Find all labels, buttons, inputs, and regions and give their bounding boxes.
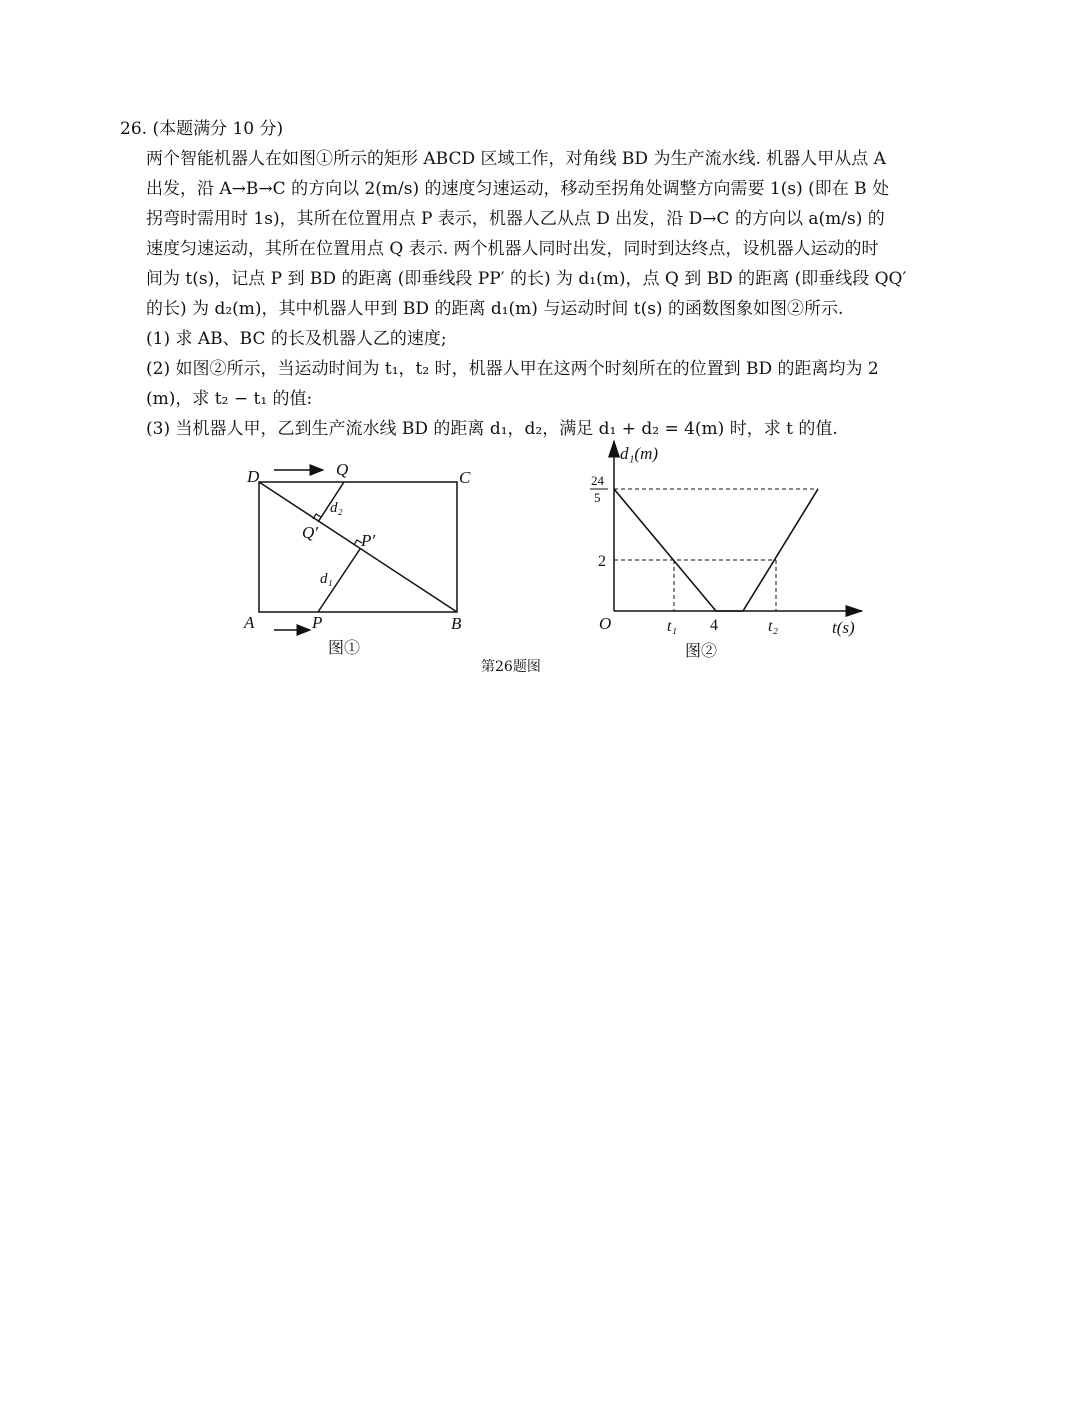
subquestion-2-line-1: (2) 如图②所示，当运动时间为 t₁，t₂ 时，机器人甲在这两个时刻所在的位置到 BD 的距离均为 2 (146, 359, 879, 379)
label-d1: d₁ (320, 571, 333, 587)
y-tick-fraction-numerator: 24 (591, 473, 604, 488)
label-b: B (451, 614, 462, 633)
question-paragraph-line-5: 间为 t(s)，记点 P 到 BD 的距离 (即垂线段 PP′ 的长) 为 d₁(m)，点 Q 到 BD 的距离 (即垂线段 QQ′ (146, 269, 907, 289)
x-axis-label: t(s) (832, 618, 855, 637)
label-c: C (459, 468, 471, 487)
figure-2-function-graph (580, 435, 870, 645)
label-d2: d₂ (330, 500, 343, 516)
label-d: D (247, 467, 260, 486)
label-p: P (312, 613, 323, 632)
question-paragraph-line-1: 两个智能机器人在如图①所示的矩形 ABCD 区域工作，对角线 BD 为生产流水线. 机器人甲从点 A (146, 149, 886, 169)
origin-label: O (599, 614, 612, 633)
subquestion-1: (1) 求 AB、BC 的长及机器人乙的速度; (146, 329, 447, 349)
question-paragraph-line-6: 的长) 为 d₂(m)，其中机器人甲到 BD 的距离 d₁(m) 与运动时间 t(s) 的函数图象如图②所示. (146, 299, 844, 319)
y-tick-2: 2 (598, 553, 606, 570)
figure-group-caption: 第26题图 (481, 659, 541, 675)
label-q-prime: Q′ (302, 523, 318, 542)
question-paragraph-line-4: 速度匀速运动，其所在位置用点 Q 表示. 两个机器人同时出发，同时到达终点，设机器人运动的时 (146, 239, 879, 259)
question-header: 26. (本题满分 10 分) (120, 119, 284, 139)
y-tick-fraction-denominator: 5 (594, 490, 601, 505)
question-paragraph-line-3: 拐弯时需用时 1s)，其所在位置用点 P 表示，机器人乙从点 D 出发，沿 D→C 的方向以 a(m/s) 的 (146, 209, 885, 229)
figure-1-caption: 图① (328, 638, 361, 657)
subquestion-3: (3) 当机器人甲，乙到生产流水线 BD 的距离 d₁，d₂，满足 d₁ + d₂ = 4(m) 时，求 t 的值. (146, 419, 838, 439)
x-tick-4: 4 (710, 617, 718, 634)
label-a: A (244, 613, 255, 632)
label-p-prime: P′ (361, 531, 376, 550)
x-tick-t1: t₁ (667, 618, 678, 635)
subquestion-2-line-2: (m)，求 t₂ − t₁ 的值: (146, 389, 313, 409)
figure-1-rectangle-diagram (230, 455, 490, 645)
question-paragraph-line-2: 出发，沿 A→B→C 的方向以 2(m/s) 的速度匀速运动，移动至拐角处调整方向需要 1(s) (即在 B 处 (146, 179, 890, 199)
graph-line-d1 (614, 489, 818, 611)
label-q: Q (336, 460, 349, 479)
x-tick-t2: t₂ (768, 618, 779, 635)
diagonal-bd (259, 482, 457, 612)
figure-2-caption: 图② (685, 641, 718, 660)
y-axis-label: d₁(m) (620, 444, 659, 463)
